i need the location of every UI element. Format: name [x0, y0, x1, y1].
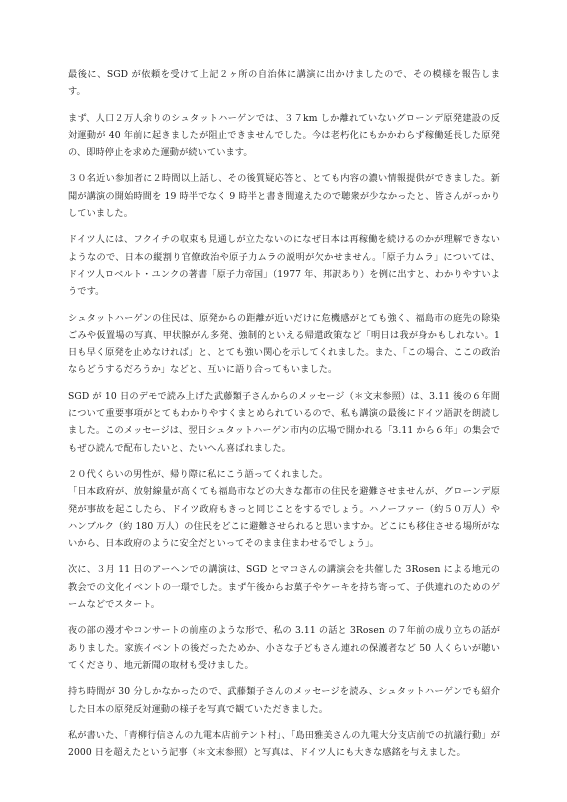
paragraph-residents-concern: シュタットハーゲンの住民は、原発からの距離が近いだけに危機感がとても強く、福島市の庭先の除染ごみや仮置場の写真、甲状腺がん多発、強制的といえる帰還政策など「明日は我が身かもしれない。1日も早く原発を止めなければ」と、とても強い関心を示してくれました。また、「この場合、ここの政治ならどうするだろうか」などと、互いに語り合ってもいました。 [68, 312, 500, 376]
paragraph-aachen-event: 次に、３月 11 日のアーヘンでの講演は、SGD とマコさんの講演会を共催した 3Rosen による地元の教会での文化イベントの一環でした。まず午後からお菓子やケーキを持ち寄って、子供連れのためのゲームなどでスタート。 [68, 564, 500, 611]
paragraph-time-limit: 持ち時間が 30 分しかなかったので、武藤類子さんのメッセージを読み、シュタットハーゲンでも紹介した日本の原発反対運動の様子を写真で観ていただきました。 [68, 686, 500, 715]
paragraph-evening-session: 夜の部の漫才やコンサートの前座のような形で、私の 3.11 の話と 3Rosen の７年前の成り立ちの話がありました。家族イベントの後だったためか、小さな子どもさん連れの保護者など 50 人くらいが聴いてくださり、地元新聞の取材も受けました。 [68, 625, 500, 671]
paragraph-article-impression: 私が書いた、「青柳行信さんの九電本店前テント村」、「島田雅美さんの九電大分支店前での抗議行動」が 2000 日を超えたという記事（＊文末参照）と写真は、ドイツ人にも大きな感銘を与えました。 [68, 729, 500, 759]
paragraph-young-man-quote: ２０代くらいの男性が、帰り際に私にこう語ってくれました。 「日本政府が、放射線量が高くても福島市などの大きな都市の住民を避難させませんが、グローンデ原発が事故を起こしたら、ドイツ政府もきっと同じことをするでしょう。ハノーファー（約５０万人）やハンブルク（約 180 万人）の住民をどこに避難させられると思いますか。どこにも移住させる場所がないから、日本政府のように安全だといってそのまま住まわせるでしょう」。 [68, 468, 500, 550]
document-body [68, 66, 500, 770]
paragraph-lecture-attendance: ３０名近い参加者に２時間以上話し、その後質疑応答と、とても内容の濃い情報提供ができました。新聞が講演の開始時間を 19 時半でなく 9 時半と書き間違えたので聴衆が少なかったと、皆さんがっかりしていました。 [68, 173, 500, 220]
paragraph-muto-message: SGD が 10 日のデモで読み上げた武藤類子さんからのメッセージ（＊文末参照）は、3.11 後の６年間について重要事項がとてもわかりやすくまとめられているので、私も講演の最後にドイツ語訳を朗読しました。このメッセージは、翌日シュタットハーゲン市内の広場で開かれる「3.11 から６年」の集会でもぜひ読んで配布したいと、たいへん喜ばれました。 [68, 390, 500, 454]
paragraph-nuclear-village: ドイツ人には、フクイチの収束も見通しが立たないのになぜ日本は再稼働を続けるのかが理解できないようなので、日本の縦割り官僚政治や原子力ムラの説明が欠かせません。「原子力ムラ」については、ドイツ人ロベルト・ユンクの著書「原子力帝国」（1977 年、邦訳あり）を例に出すと、わかりやすいようです。 [68, 234, 500, 298]
paragraph-stadthagen-background: まず、人口２万人余りのシュタットハーゲンでは、３７km しか離れていないグローンデ原発建設の反対運動が 40 年前に起きましたが阻止できませんでした。今は老朽化にもかかわらず稼働延長した原発の、即時停止を求めた運動が続いています。 [68, 112, 500, 159]
paragraph-intro: 最後に、SGD が依頼を受けて上記２ヶ所の自治体に講演に出かけましたので、その模様を報告します。 [68, 69, 500, 98]
